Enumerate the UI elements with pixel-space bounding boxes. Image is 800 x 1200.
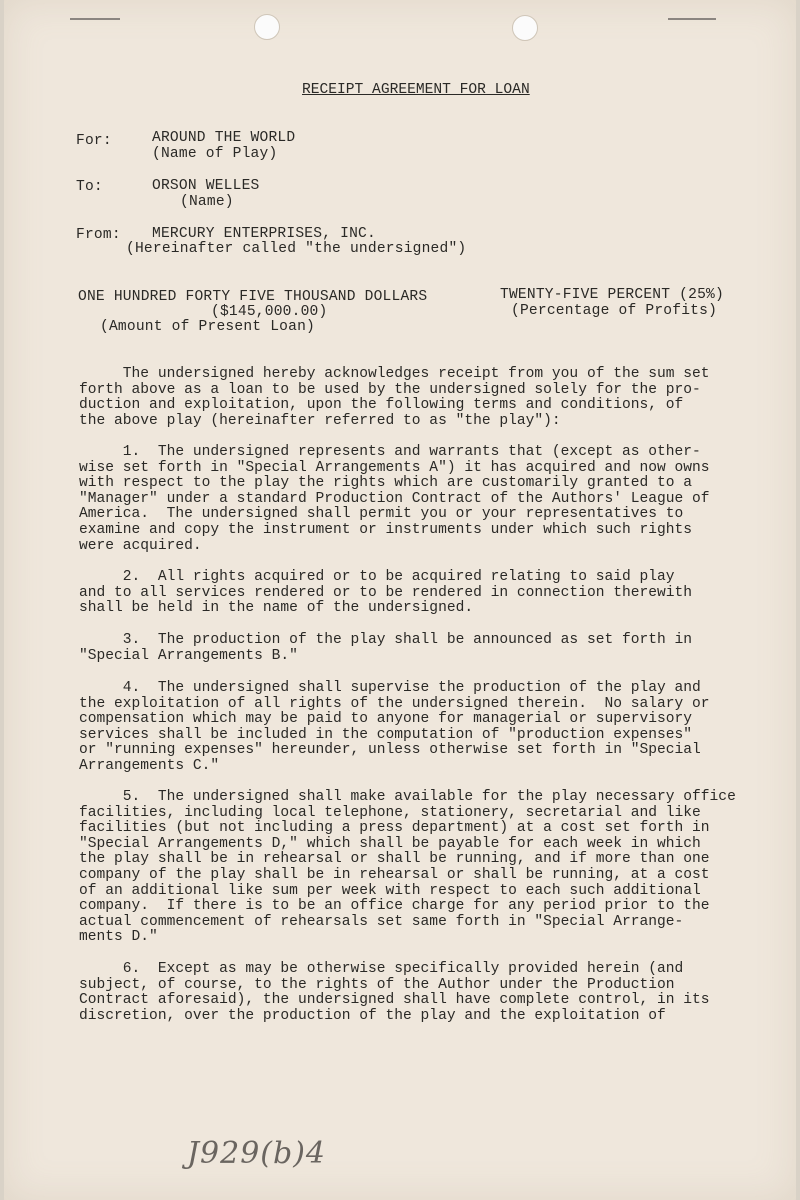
text-line: 2. All rights acquired or to be acquired relating to said play [79, 569, 675, 585]
text-line: "Special Arrangements B." [79, 647, 298, 664]
from-label: From: [76, 227, 121, 243]
text-line: wise set forth in "Special Arrangements A") it has acquired and now owns [79, 459, 710, 476]
clause-2 [79, 570, 779, 617]
text-line: and to all services rendered or to be rendered in connection therewith [79, 584, 693, 601]
recipient-name: ORSON WELLES [152, 178, 260, 194]
percent-words: TWENTY-FIVE PERCENT (25%) [500, 287, 724, 303]
clause-1 [79, 445, 779, 554]
text-line: subject, of course, to the rights of the Author under the Production [79, 976, 675, 993]
text-line: compensation which may be paid to anyone for managerial or supervisory [79, 711, 693, 728]
to-label: To: [76, 179, 103, 195]
text-line: 1. The undersigned represents and warrants that (except as other- [79, 444, 701, 460]
text-line: or "running expenses" hereunder, unless otherwise set forth in "Special [79, 742, 701, 759]
punch-hole-right [512, 15, 538, 41]
text-line: "Manager" under a standard Production Contract of the Authors' League of [79, 490, 710, 507]
text-line: America. The undersigned shall permit you or your representatives to [79, 506, 684, 523]
text-line: duction and exploitation, upon the following terms and conditions, of [79, 397, 684, 414]
text-line: facilities, including local telephone, stationery, secretarial and like [79, 804, 701, 821]
play-name-caption: (Name of Play) [152, 146, 278, 162]
text-line: ments D." [79, 929, 158, 946]
text-line: with respect to the play the rights which are customarily granted to a [79, 475, 693, 492]
text-line: forth above as a loan to be used by the undersigned solely for the pro- [79, 381, 701, 398]
text-line: 5. The undersigned shall make available for the play necessary office [79, 789, 736, 805]
clause-6 [79, 962, 779, 1024]
amount-words: ONE HUNDRED FORTY FIVE THOUSAND DOLLARS [78, 289, 428, 305]
text-line: were acquired. [79, 537, 202, 554]
text-line: services shall be included in the computation of "production expenses" [79, 726, 693, 743]
intro-paragraph [79, 367, 779, 429]
clause-4 [79, 681, 779, 775]
text-line: of an additional like sum per week with respect to each such additional [79, 882, 701, 899]
text-line: Contract aforesaid), the undersigned shall have complete control, in its [79, 992, 710, 1009]
text-line: the exploitation of all rights of the undersigned therein. No salary or [79, 695, 710, 712]
clause-3 [79, 633, 779, 664]
handwritten-inventory-note: J929(b)4 [187, 1136, 326, 1171]
text-line: company of the play shall be in rehearsal or shall be running, at a cost [79, 866, 710, 883]
text-line: shall be held in the name of the undersigned. [79, 600, 474, 617]
text-line: 6. Except as may be otherwise specifically provided herein (and [79, 961, 684, 977]
text-line: The undersigned hereby acknowledges receipt from you of the sum set [79, 366, 710, 382]
document-page [4, 0, 796, 1200]
punch-hole-left [254, 14, 280, 40]
clause-5 [79, 790, 779, 946]
recipient-caption: (Name) [180, 194, 234, 210]
text-line: facilities (but not including a press department) at a cost set forth in [79, 820, 710, 837]
text-line: company. If there is to be an office charge for any period prior to the [79, 898, 710, 915]
margin-scratch-left [70, 18, 120, 20]
lender-name: MERCURY ENTERPRISES, INC. [152, 226, 376, 242]
document-title: RECEIPT AGREEMENT FOR LOAN [302, 82, 530, 98]
for-label: For: [76, 133, 112, 149]
text-line: examine and copy the instrument or instruments under which such rights [79, 521, 693, 538]
text-line: discretion, over the production of the play and the exploitation of [79, 1007, 666, 1024]
play-name: AROUND THE WORLD [152, 130, 296, 146]
amount-caption: (Amount of Present Loan) [100, 319, 315, 335]
text-line: the above play (hereinafter referred to as "the play"): [79, 412, 561, 429]
text-line: 4. The undersigned shall supervise the production of the play and [79, 680, 701, 696]
text-line: actual commencement of rehearsals set same forth in "Special Arrange- [79, 913, 684, 930]
amount-figure: ($145,000.00) [211, 304, 328, 320]
text-line: 3. The production of the play shall be announced as set forth in [79, 632, 693, 648]
text-line: Arrangements C." [79, 757, 220, 774]
margin-scratch-right [668, 18, 716, 20]
text-line: "Special Arrangements D," which shall be payable for each week in which [79, 835, 701, 852]
lender-caption: (Hereinafter called "the undersigned") [126, 241, 467, 257]
text-line: the play shall be in rehearsal or shall be running, and if more than one [79, 851, 710, 868]
percent-caption: (Percentage of Profits) [511, 303, 718, 319]
